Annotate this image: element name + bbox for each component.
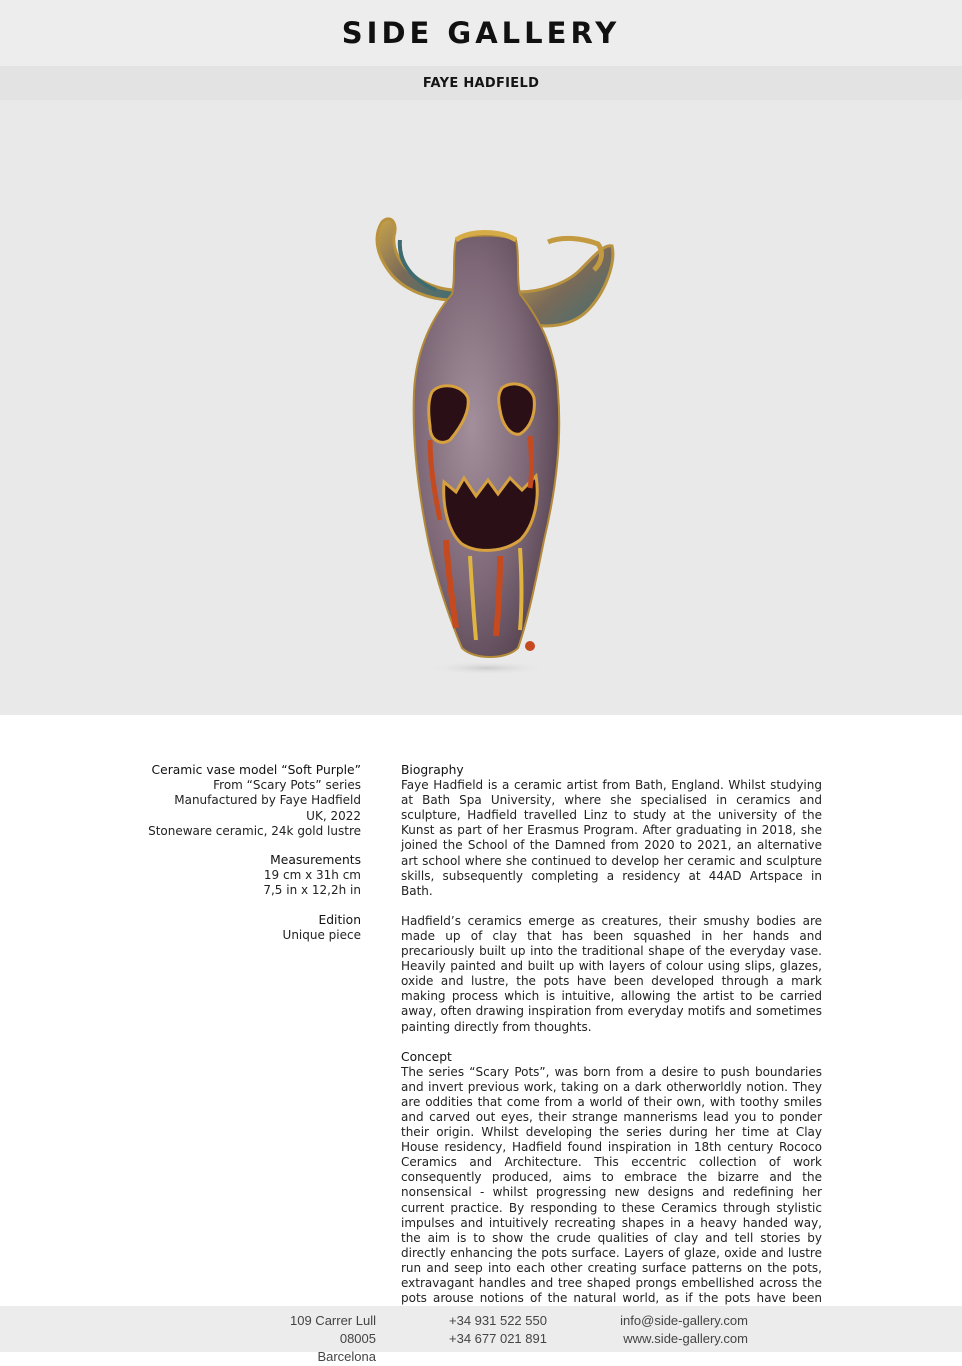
product-origin: UK, 2022 bbox=[306, 808, 361, 823]
drip-6 bbox=[530, 436, 532, 488]
artist-bar bbox=[0, 66, 962, 100]
measurements-in: 7,5 in x 12,2h in bbox=[263, 883, 361, 898]
website-link[interactable]: www.side-gallery.com bbox=[623, 1331, 748, 1346]
artist-name: FAYE HADFIELD bbox=[422, 75, 540, 91]
concept-paragraph: The series “Scary Pots”, was born from a desire to push boundaries and invert previous work, taking on a dark otherworldly notion. They are oddities that come from a world of their own, with toothy smiles and carved out eyes, their strange mannerisms lead you to ponder their origin. Whilst developing the series during her time at Clay House residency, Hadfield found inspiration in 18th century Rococo Ceramics and Architecture. This eccentric collection of work consequently produced, aims to embrace the bizarre and the nonsensical - whilst progressing new designs and redefining her current practice. By responding to these Ceramics through stylistic impulses and intuitively recreating shapes in a heavy handed way, the aim is to show the crude qualities of clay and tell stories by directly enhancing the pots surface. Layers of glaze, oxide and lustre run and seep into each other creating surface patterns on the pots, extravagant handles and tree shaped prongs embellished across the pots arouse notions of the natural world, as if the pots have been bbox=[401, 1064, 822, 1306]
footer bbox=[0, 1306, 962, 1364]
footer-contact bbox=[600, 1312, 748, 1348]
header bbox=[0, 0, 962, 66]
biography-paragraph-1: Faye Hadfield is a ceramic artist from Bath, England. Whilst studying at Bath Spa University, where she specialised in ceramics and sculpture, Hadfield travelled Linz to study at the university of the Kunst as part of her Erasmus Program. After graduating in 2018, she joined the School of the Damned from 2020 to 2021, an alternative art school where she continued to develop her ceramic and sculpture skills, subsequently completing a residency at 44AD Artspace in Bath. bbox=[401, 778, 822, 898]
product-info bbox=[130, 763, 361, 839]
product-details bbox=[130, 763, 361, 957]
biography-paragraph-2: Hadfield’s ceramics emerge as creatures, their smushy bodies are made up of clay that has been squashed in her hands and precariously built up into the traditional shape of the everyday vase. Heavily painted and built up with layers of colour using slips, glazes, oxide and lustre, the pots have been developed through a mark making process which is intuitive, allowing the artist to be carried away, often drawing inspiration from everyday motifs and sometimes painting directly from thoughts. bbox=[401, 913, 822, 1034]
edition-value: Unique piece bbox=[282, 927, 361, 942]
measurements-label: Measurements bbox=[270, 853, 361, 868]
vase-illustration bbox=[0, 100, 962, 715]
drip-4 bbox=[520, 548, 522, 630]
left-handle bbox=[377, 219, 455, 300]
description-column bbox=[401, 763, 822, 1336]
address-line-2: 08005 Barcelona bbox=[317, 1331, 376, 1364]
measurements bbox=[130, 853, 361, 899]
footer-phones bbox=[449, 1312, 547, 1348]
biography-heading: Biography bbox=[401, 763, 464, 777]
email-link[interactable]: info@side-gallery.com bbox=[620, 1313, 748, 1328]
phone-2[interactable]: +34 677 021 891 bbox=[449, 1331, 547, 1346]
product-photo bbox=[0, 100, 962, 715]
edition bbox=[130, 913, 361, 943]
measurements-cm: 19 cm x 31h cm bbox=[263, 868, 361, 883]
edition-label: Edition bbox=[318, 912, 361, 927]
phone-1[interactable]: +34 931 522 550 bbox=[449, 1313, 547, 1328]
concept-heading: Concept bbox=[401, 1049, 452, 1064]
product-manufacturer: Manufactured by Faye Hadfield bbox=[174, 793, 361, 808]
product-series: From “Scary Pots” series bbox=[213, 778, 361, 793]
product-title: Ceramic vase model “Soft Purple” bbox=[151, 763, 361, 777]
vase-shadow bbox=[427, 661, 547, 675]
drip-dot bbox=[525, 641, 535, 651]
gallery-logo[interactable]: SIDE GALLERY bbox=[341, 16, 621, 50]
footer-address bbox=[278, 1312, 376, 1366]
address-line-1: 109 Carrer Lull bbox=[290, 1313, 376, 1328]
product-material: Stoneware ceramic, 24k gold lustre bbox=[148, 823, 361, 838]
